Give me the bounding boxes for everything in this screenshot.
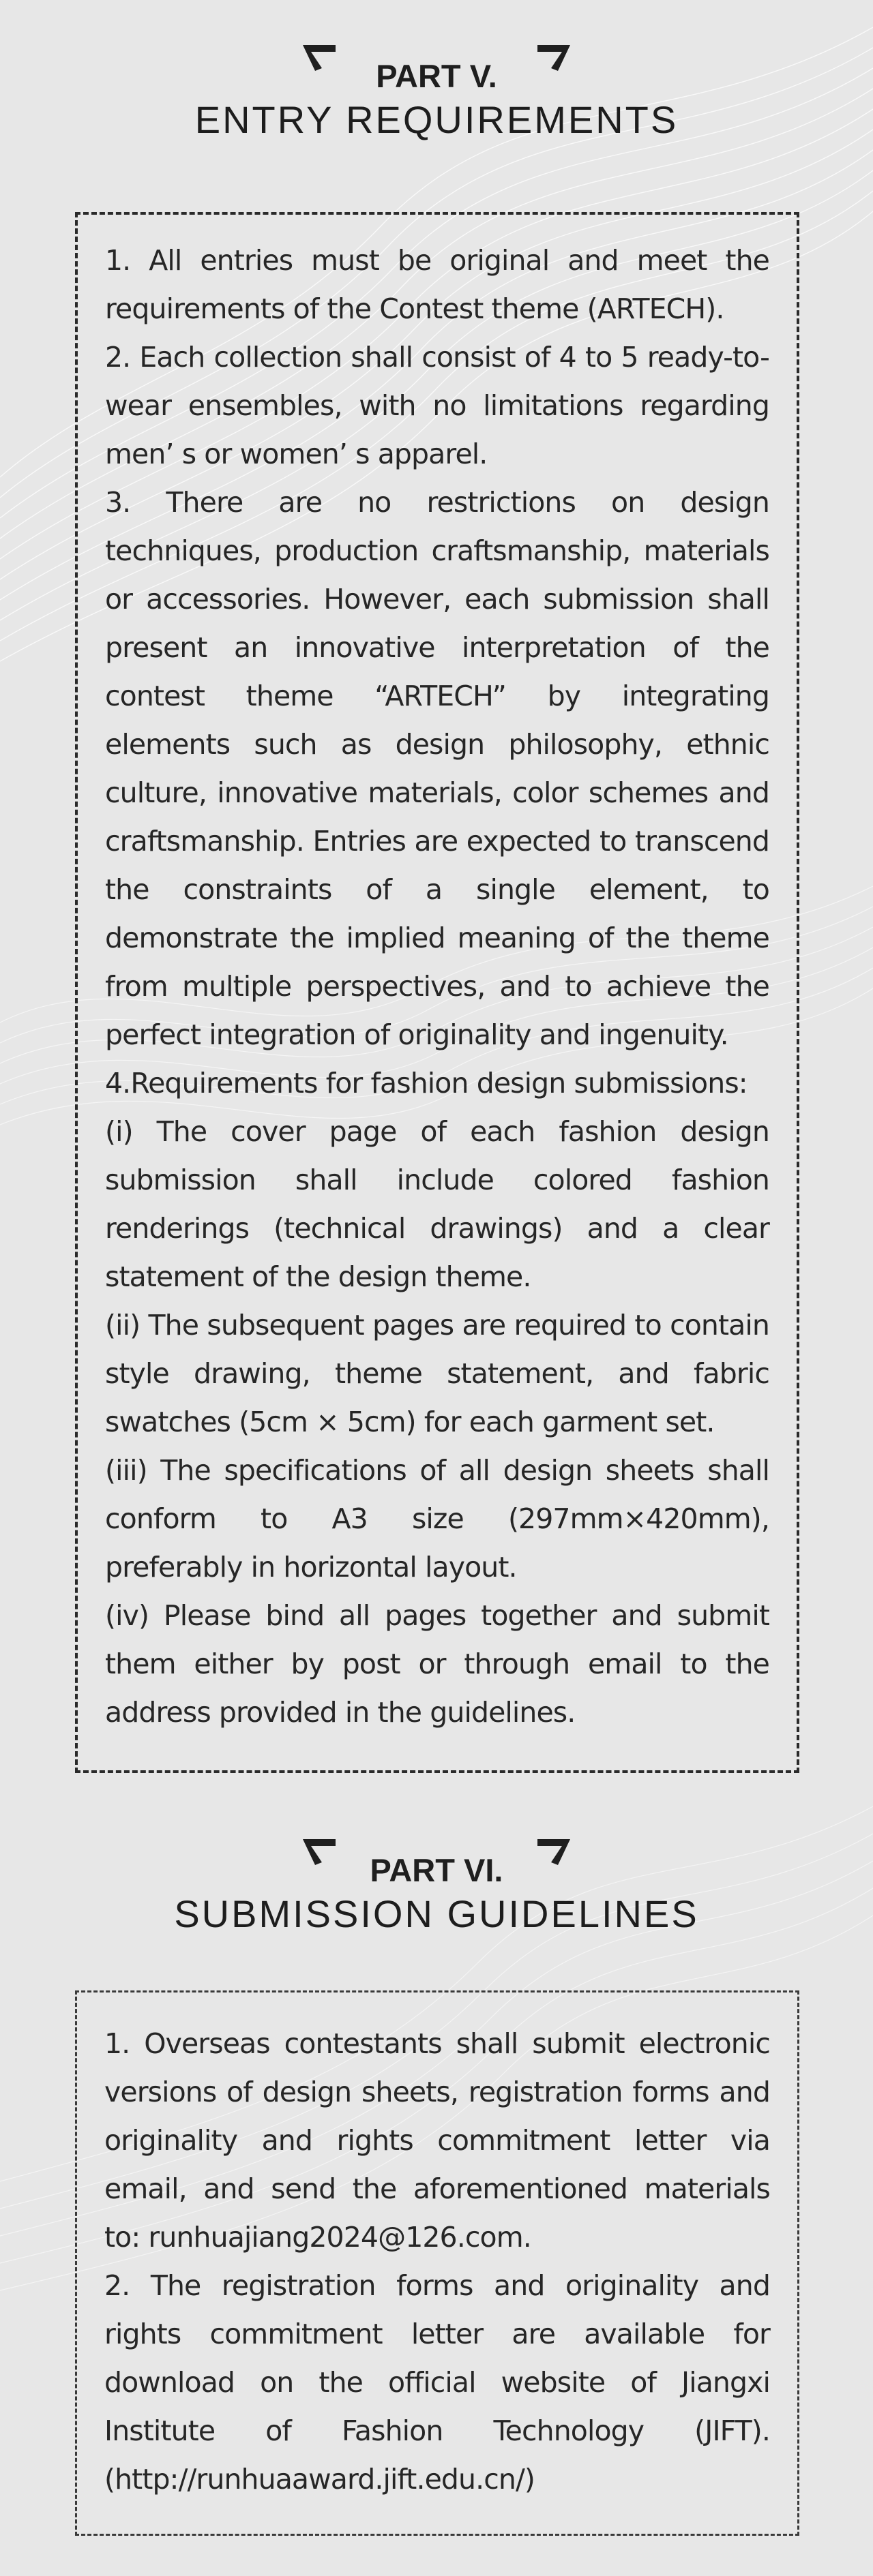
corner-left-icon xyxy=(300,1836,338,1866)
entry-requirements-box xyxy=(75,212,799,1773)
part5-label: PART V. xyxy=(376,58,497,94)
corner-right-icon xyxy=(535,1836,573,1866)
submission-paragraph-2: 2. The registration forms and originality and rights commitment letter are available for download on the official website of Jiangxi Institute of Fashion Technology (JIFT). (http://runhuaaward.jift.edu.cn/) xyxy=(104,2269,770,2496)
entry-paragraph-4-iii: (iii) The specifications of all design sheets shall conform to A3 size (297mm×420mm), preferably in horizontal layout. xyxy=(105,1454,769,1584)
submission-guidelines-box xyxy=(75,1990,799,2536)
part5-header xyxy=(0,38,873,142)
part5-title: ENTRY REQUIREMENTS xyxy=(194,98,679,141)
submission-paragraph-1: 1. Overseas contestants shall submit electronic versions of design sheets, registration forms and originality and rights commitment letter via email, and send the aforementioned materials to: runhuajiang2024@126.com. xyxy=(104,2027,770,2254)
entry-paragraph-2: 2. Each collection shall consist of 4 to 5 ready-to-wear ensembles, with no limitations regarding men’ s or women’ s apparel. xyxy=(105,341,769,470)
entry-paragraph-4-i: (i) The cover page of each fashion design submission shall include colored fashion renderings (technical drawings) and a clear statement of the design theme. xyxy=(105,1115,769,1293)
entry-paragraph-4-ii: (ii) The subsequent pages are required to contain style drawing, theme statement, and fabric swatches (5cm × 5cm) for each garment set. xyxy=(105,1309,769,1438)
entry-paragraph-4-iv: (iv) Please bind all pages together and submit them either by post or through email to the address provided in the guidelines. xyxy=(105,1599,769,1729)
part6-label: PART VI. xyxy=(370,1852,503,1888)
part6-title: SUBMISSION GUIDELINES xyxy=(174,1892,699,1935)
corner-left-icon xyxy=(300,42,338,72)
entry-paragraph-3: 3. There are no restrictions on design techniques, production craftsmanship, materials or accessories. However, each submission shall present an innovative interpretation of the contest theme “ARTECH” by integrating elements such as design philosophy, ethnic culture, innovative materials, color schemes and craftsmanship. Entries are expected to transcend the constraints of a single element, to demonstrate the implied meaning of the theme from multiple perspectives, and to achieve the perfect integration of originality and ingenuity. xyxy=(105,486,769,1051)
entry-paragraph-1: 1. All entries must be original and meet the requirements of the Contest theme (ARTECH). xyxy=(105,244,769,325)
corner-right-icon xyxy=(535,42,573,72)
entry-paragraph-4: 4.Requirements for fashion design submissions: xyxy=(105,1067,748,1100)
part6-header xyxy=(0,1832,873,1936)
